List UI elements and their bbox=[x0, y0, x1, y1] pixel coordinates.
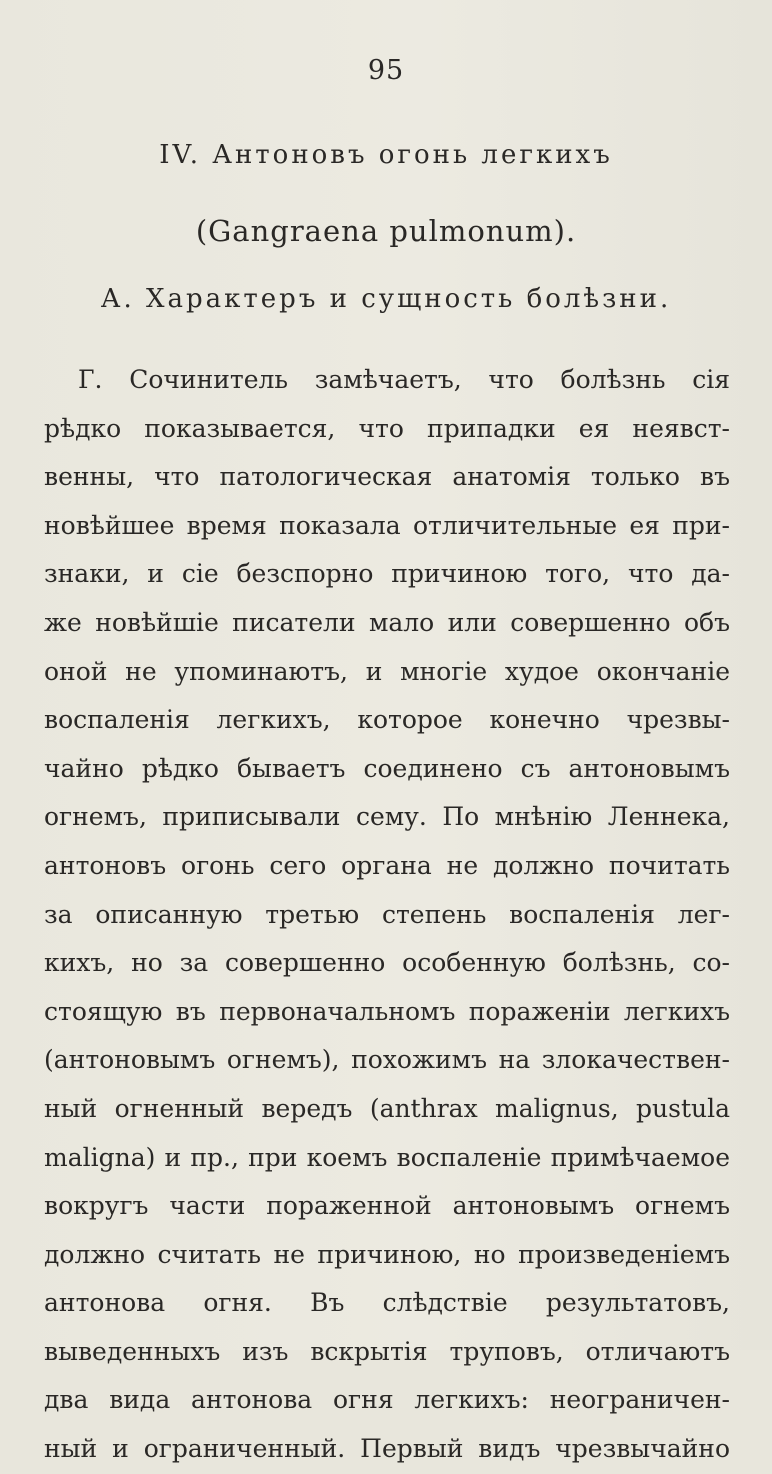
text-line: два вида антонова огня легкихъ: неограничен- bbox=[44, 1385, 730, 1415]
section-heading: IV. Антоновъ огонь легкихъ bbox=[159, 140, 613, 170]
text-line: чайно рѣдко бываетъ соединено съ антоновымъ bbox=[44, 753, 730, 783]
page-number: 95 bbox=[367, 55, 405, 86]
text-line: выведенныхъ изъ вскрытія труповъ, отличаютъ bbox=[44, 1336, 730, 1366]
text-line: за описанную третью степень воспаленія лег- bbox=[44, 899, 730, 929]
text-line: огнемъ, приписывали сему. По мнѣнію Леннека, bbox=[44, 802, 730, 832]
text-line: maligna) и пр., при коемъ воспаленіе примѣчаемое bbox=[44, 1142, 730, 1172]
body-text bbox=[44, 356, 730, 1474]
text-line: оной не упоминаютъ, и многіе худое окончаніе bbox=[44, 656, 730, 686]
text-line: ный огненный вередъ (anthrax malignus, pustula bbox=[44, 1093, 730, 1123]
text-line: ный и ограниченный. Первый видъ чрезвычайно bbox=[44, 1434, 730, 1464]
text-line: кихъ, но за совершенно особенную болѣзнь, со- bbox=[44, 948, 730, 978]
text-line: антонова огня. Въ слѣдствіе результатовъ, bbox=[44, 1288, 730, 1318]
latin-title: (Gangraena pulmonum). bbox=[195, 214, 577, 248]
text-line: знаки, и сіе безспорно причиною того, что да- bbox=[44, 559, 730, 589]
text-line: вокругъ части пораженной антоновымъ огнемъ bbox=[44, 1191, 730, 1221]
subheading: А. Характеръ и сущность болѣзни. bbox=[100, 284, 672, 314]
text-line: же новѣйшіе писатели мало или совершенно объ bbox=[44, 607, 730, 637]
text-line: должно считать не причиною, но произведеніемъ bbox=[44, 1239, 730, 1269]
text-line: новѣйшее время показала отличительные ея при- bbox=[44, 510, 730, 540]
text-line: (антоновымъ огнемъ), похожимъ на злокачествен- bbox=[44, 1045, 730, 1075]
text-line: рѣдко показывается, что припадки ея неявст- bbox=[44, 413, 730, 443]
text-line: стоящую въ первоначальномъ пораженіи легкихъ bbox=[44, 996, 730, 1026]
text-line: воспаленія легкихъ, которое конечно чрезвы- bbox=[44, 705, 730, 735]
text-line: антоновъ огонь сего органа не должно почитать bbox=[44, 850, 730, 880]
text-line: венны, что патологическая анатомія только въ bbox=[44, 462, 730, 492]
text-line: Г. Сочинитель замѣчаетъ, что болѣзнь сія bbox=[78, 365, 730, 394]
